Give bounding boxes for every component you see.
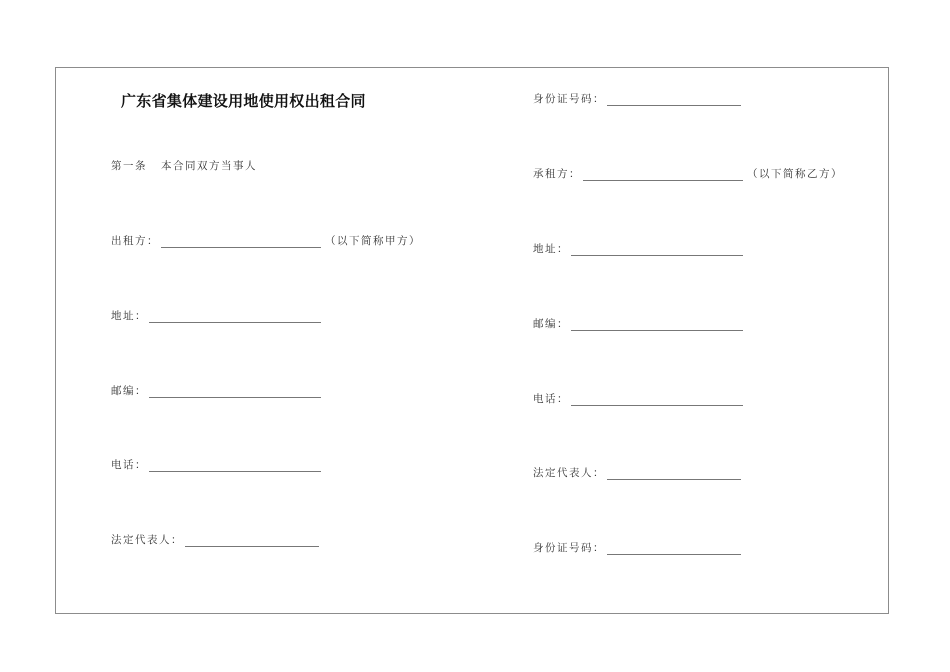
lessee-name-row — [533, 167, 843, 181]
lessor-legal-rep-label: 法定代表人： — [111, 534, 183, 546]
lessee-phone-field[interactable] — [571, 395, 743, 406]
lessor-id-row — [533, 92, 741, 106]
lessee-address-field[interactable] — [571, 245, 743, 256]
lessor-legal-rep-row — [111, 533, 319, 547]
lessee-id-label: 身份证号码： — [533, 542, 605, 554]
lessee-phone-label: 电话： — [533, 393, 569, 405]
lessee-legal-rep-label: 法定代表人： — [533, 467, 605, 479]
lessor-postcode-label: 邮编： — [111, 385, 147, 397]
lessor-name-field[interactable] — [161, 237, 321, 248]
lessee-id-row — [533, 541, 741, 555]
lessee-address-row — [533, 242, 743, 256]
lessor-legal-rep-field[interactable] — [185, 536, 319, 547]
lessee-id-field[interactable] — [607, 544, 741, 555]
lessor-name-suffix: （以下简称甲方） — [325, 235, 421, 247]
lessee-postcode-field[interactable] — [571, 320, 743, 331]
lessee-legal-rep-field[interactable] — [607, 469, 741, 480]
lessee-name-suffix: （以下简称乙方） — [747, 168, 843, 180]
lessee-legal-rep-row — [533, 466, 741, 480]
article-number: 第一条 — [111, 160, 147, 172]
lessor-phone-label: 电话： — [111, 459, 147, 471]
lessor-postcode-field[interactable] — [149, 387, 321, 398]
lessee-name-label: 承租方： — [533, 168, 581, 180]
lessor-name-label: 出租方： — [111, 235, 159, 247]
lessor-postcode-row — [111, 384, 321, 398]
lessor-address-field[interactable] — [149, 312, 321, 323]
lessee-postcode-label: 邮编： — [533, 318, 569, 330]
lessor-id-label: 身份证号码： — [533, 93, 605, 105]
document-title: 广东省集体建设用地使用权出租合同 — [121, 92, 366, 110]
article-1-heading — [111, 159, 257, 173]
lessor-id-field[interactable] — [607, 95, 741, 106]
lessor-name-row — [111, 234, 421, 248]
lessee-name-field[interactable] — [583, 170, 743, 181]
lessor-phone-field[interactable] — [149, 461, 321, 472]
lessor-address-label: 地址： — [111, 310, 147, 322]
lessee-phone-row — [533, 392, 743, 406]
lessee-address-label: 地址： — [533, 243, 569, 255]
lessee-postcode-row — [533, 317, 743, 331]
lessor-phone-row — [111, 458, 321, 472]
article-heading: 本合同双方当事人 — [161, 160, 257, 172]
lessor-address-row — [111, 309, 321, 323]
